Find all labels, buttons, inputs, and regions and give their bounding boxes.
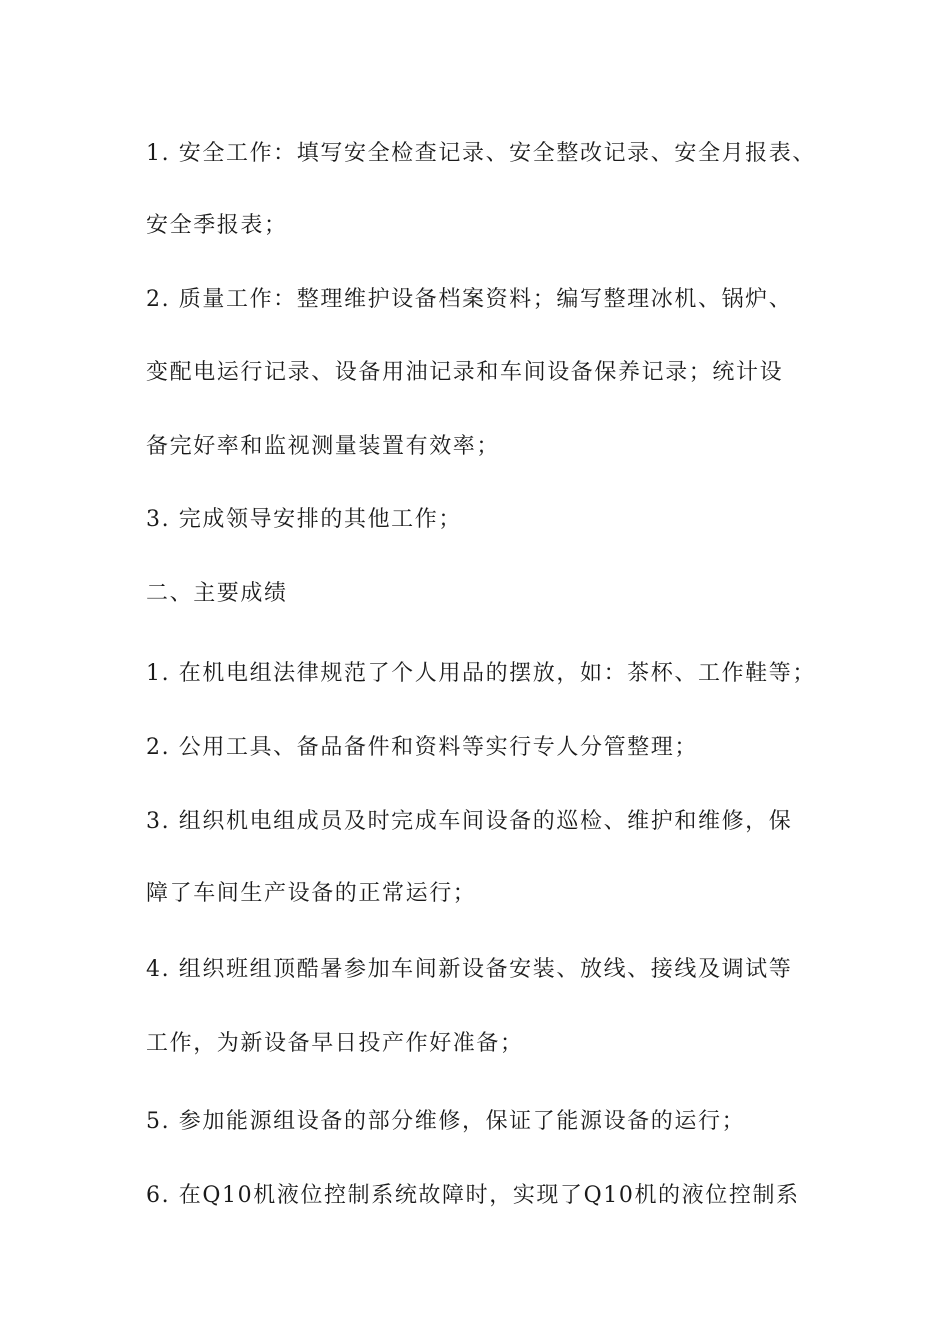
paragraph-line: 1. 安全工作：填写安全检查记录、安全整改记录、安全月报表、: [146, 141, 816, 166]
paragraph-line: 1. 在机电组法律规范了个人用品的摆放，如：茶杯、工作鞋等；: [146, 661, 816, 686]
paragraph-line: 4. 组织班组顶酷暑参加车间新设备安装、放线、接线及调试等: [146, 957, 793, 982]
paragraph-line: 工作，为新设备早日投产作好准备；: [146, 1031, 524, 1056]
paragraph-line: 障了车间生产设备的正常运行；: [146, 881, 477, 906]
paragraph-line: 5. 参加能源组设备的部分维修，保证了能源设备的运行；: [146, 1109, 746, 1134]
paragraph-line: 3. 完成领导安排的其他工作；: [146, 507, 462, 532]
paragraph-line: 6. 在Q10机液位控制系统故障时，实现了Q10机的液位控制系: [146, 1183, 800, 1208]
paragraph-line: 变配电运行记录、设备用油记录和车间设备保养记录；统计设: [146, 360, 784, 385]
paragraph-line: 2. 质量工作：整理维护设备档案资料；编写整理冰机、锅炉、: [146, 287, 793, 312]
paragraph-line: 3. 组织机电组成员及时完成车间设备的巡检、维护和维修，保: [146, 809, 793, 834]
paragraph-line: 备完好率和监视测量装置有效率；: [146, 434, 501, 459]
paragraph-line: 2. 公用工具、备品备件和资料等实行专人分管整理；: [146, 735, 698, 760]
paragraph-line: 安全季报表；: [146, 213, 288, 238]
section-heading: 二、主要成绩: [146, 581, 288, 606]
